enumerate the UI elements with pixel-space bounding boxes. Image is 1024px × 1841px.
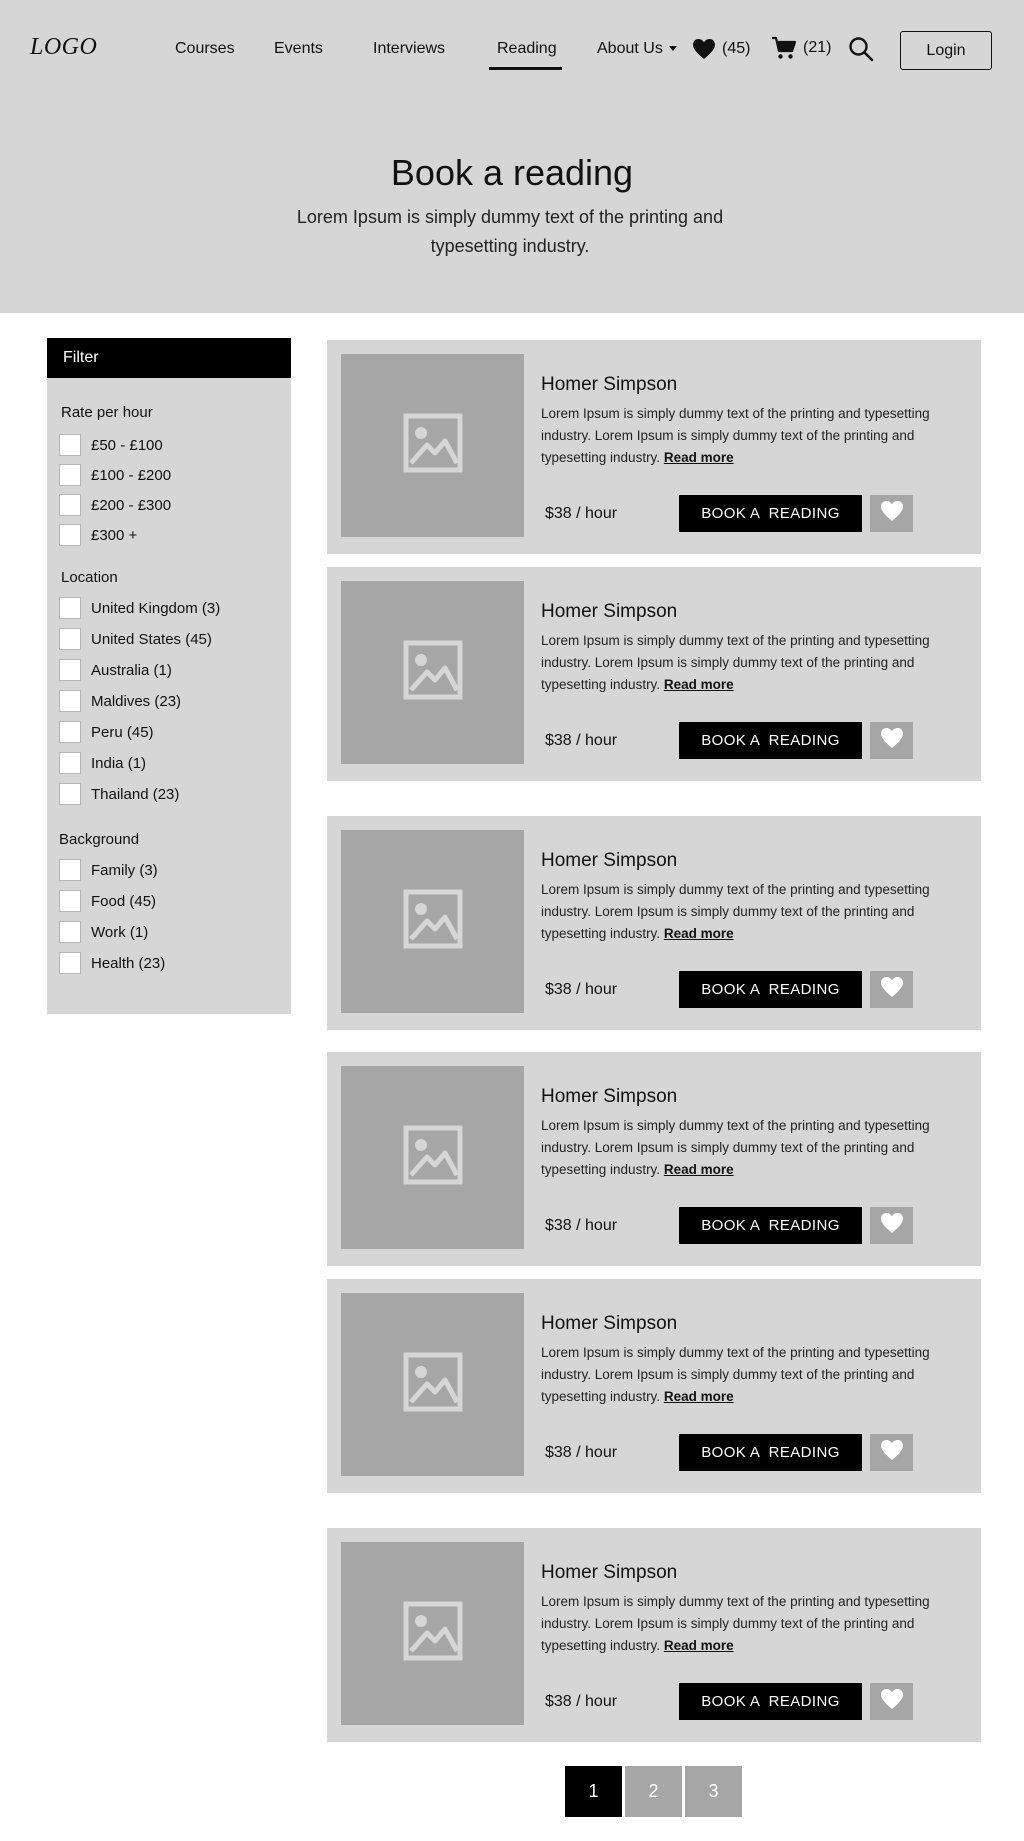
book-reading-button[interactable]: BOOK A READING	[679, 1683, 862, 1720]
heart-icon	[880, 727, 904, 754]
book-reading-button[interactable]: BOOK A READING	[679, 971, 862, 1008]
reader-photo	[341, 830, 524, 1013]
reader-card	[327, 1528, 981, 1742]
pagination-page-1[interactable]: 1	[565, 1766, 622, 1817]
image-placeholder-icon	[403, 889, 463, 954]
filter-option-label: Family (3)	[91, 861, 158, 879]
filter-option-label: United Kingdom (3)	[91, 599, 221, 617]
checkbox[interactable]	[59, 783, 81, 805]
read-more-link[interactable]: Read more	[663, 450, 734, 465]
reader-description-text: Lorem Ipsum is simply dummy text of the printing and typesetting industry. Lorem Ipsum is simply dummy text of the printing and typesetting industry.	[541, 1118, 930, 1177]
reader-photo	[341, 1066, 524, 1249]
pagination-page-3[interactable]: 3	[685, 1766, 742, 1817]
reader-description-text: Lorem Ipsum is simply dummy text of the printing and typesetting industry. Lorem Ipsum is simply dummy text of the printing and typesetting industry.	[541, 1345, 930, 1404]
reader-photo	[341, 354, 524, 537]
filter-option-label: £50 - £100	[91, 436, 163, 454]
read-more-link[interactable]: Read more	[663, 1389, 734, 1404]
checkbox[interactable]	[59, 890, 81, 912]
filter-option-rate-200-300[interactable]	[59, 494, 171, 516]
book-reading-button[interactable]: BOOK A READING	[679, 1207, 862, 1244]
cart-link[interactable]	[771, 36, 831, 60]
favorite-button[interactable]	[870, 722, 913, 759]
reader-description	[541, 879, 961, 945]
filter-option-location-india[interactable]	[59, 752, 146, 774]
hero-section	[0, 0, 1024, 313]
login-button[interactable]: Login	[900, 31, 992, 70]
reader-photo	[341, 581, 524, 764]
filter-panel	[47, 338, 291, 1014]
reader-card	[327, 1279, 981, 1493]
filter-title: Filter	[47, 338, 291, 378]
filter-option-location-uk[interactable]	[59, 597, 220, 619]
reader-card	[327, 567, 981, 781]
checkbox[interactable]	[59, 659, 81, 681]
filter-option-background-work[interactable]	[59, 921, 148, 943]
reader-photo	[341, 1293, 524, 1476]
read-more-link[interactable]: Read more	[663, 1638, 734, 1653]
checkbox[interactable]	[59, 524, 81, 546]
heart-icon	[880, 1439, 904, 1466]
favorite-button[interactable]	[870, 495, 913, 532]
book-reading-button[interactable]: BOOK A READING	[679, 1434, 862, 1471]
filter-option-location-maldives[interactable]	[59, 690, 181, 712]
search-icon	[848, 49, 874, 66]
filter-option-label: India (1)	[91, 754, 147, 772]
image-placeholder-icon	[403, 413, 463, 478]
heart-icon	[880, 976, 904, 1003]
read-more-link[interactable]: Read more	[663, 677, 734, 692]
filter-option-location-us[interactable]	[59, 628, 212, 650]
favorite-button[interactable]	[870, 1434, 913, 1471]
cart-icon	[771, 36, 797, 60]
reader-description	[541, 1591, 961, 1657]
filter-group-location-title: Location	[61, 569, 118, 586]
reader-description	[541, 630, 961, 696]
image-placeholder-icon	[403, 1352, 463, 1417]
image-placeholder-icon	[403, 640, 463, 705]
nav-interviews[interactable]: Interviews	[373, 40, 446, 57]
book-reading-button[interactable]: BOOK A READING	[679, 495, 862, 532]
page-title: Book a reading	[390, 152, 634, 193]
filter-option-label: £200 - £300	[91, 496, 172, 514]
nav-courses[interactable]: Courses	[175, 40, 235, 57]
checkbox[interactable]	[59, 859, 81, 881]
reader-name: Homer Simpson	[541, 1086, 678, 1107]
wishlist-link[interactable]	[692, 38, 750, 60]
reader-price: $38 / hour	[545, 1444, 618, 1461]
filter-option-background-family[interactable]	[59, 859, 158, 881]
reader-price: $38 / hour	[545, 981, 618, 998]
filter-option-label: Thailand (23)	[91, 785, 180, 803]
nav-events[interactable]: Events	[274, 40, 323, 57]
reader-card	[327, 1052, 981, 1266]
heart-icon	[880, 1688, 904, 1715]
reader-description-text: Lorem Ipsum is simply dummy text of the printing and typesetting industry. Lorem Ipsum is simply dummy text of the printing and typesetting industry.	[541, 633, 930, 692]
filter-option-rate-300-plus[interactable]	[59, 524, 137, 546]
filter-option-background-food[interactable]	[59, 890, 156, 912]
image-placeholder-icon	[403, 1601, 463, 1666]
checkbox[interactable]	[59, 952, 81, 974]
reader-name: Homer Simpson	[541, 1313, 678, 1334]
checkbox[interactable]	[59, 752, 81, 774]
reader-price: $38 / hour	[545, 1693, 618, 1710]
reader-description	[541, 403, 961, 469]
image-placeholder-icon	[403, 1125, 463, 1190]
reader-description	[541, 1115, 961, 1181]
checkbox[interactable]	[59, 628, 81, 650]
reader-description	[541, 1342, 961, 1408]
filter-group-rate-title: Rate per hour	[61, 404, 153, 421]
reader-name: Homer Simpson	[541, 1562, 678, 1583]
reader-card	[327, 816, 981, 1030]
reader-price: $38 / hour	[545, 505, 618, 522]
cart-count: (21)	[803, 39, 832, 56]
page-subtitle: Lorem Ipsum is simply dummy text of the printing and typesetting industry.	[296, 207, 724, 256]
reader-description-text: Lorem Ipsum is simply dummy text of the printing and typesetting industry. Lorem Ipsum is simply dummy text of the printing and typesetting industry.	[541, 406, 930, 465]
checkbox[interactable]	[59, 690, 81, 712]
filter-option-label: Peru (45)	[91, 723, 154, 741]
reader-price: $38 / hour	[545, 732, 618, 749]
checkbox[interactable]	[59, 494, 81, 516]
search-button[interactable]	[848, 36, 874, 67]
favorite-button[interactable]	[870, 1683, 913, 1720]
nav-about-us[interactable]	[597, 40, 677, 58]
reader-name: Homer Simpson	[541, 850, 678, 871]
logo[interactable]: LOGO	[30, 34, 98, 60]
filter-option-label: Work (1)	[91, 923, 149, 941]
reader-name: Homer Simpson	[541, 601, 678, 622]
filter-group-background-title: Background	[59, 831, 140, 848]
read-more-link[interactable]: Read more	[663, 1162, 734, 1177]
filter-option-label: United States (45)	[91, 630, 212, 648]
heart-icon	[880, 500, 904, 527]
filter-option-rate-50-100[interactable]	[59, 434, 163, 456]
nav-reading[interactable]: Reading	[497, 40, 557, 57]
checkbox[interactable]	[59, 721, 81, 743]
filter-option-location-australia[interactable]	[59, 659, 172, 681]
pagination-page-2[interactable]: 2	[625, 1766, 682, 1817]
book-reading-button[interactable]: BOOK A READING	[679, 722, 862, 759]
heart-icon	[692, 38, 716, 60]
filter-option-label: Maldives (23)	[91, 692, 182, 710]
checkbox[interactable]	[59, 434, 81, 456]
checkbox[interactable]	[59, 464, 81, 486]
nav-about-us-label: About Us	[597, 40, 663, 57]
filter-option-background-health[interactable]	[59, 952, 165, 974]
filter-option-location-peru[interactable]	[59, 721, 154, 743]
filter-option-label: £100 - £200	[91, 466, 172, 484]
filter-option-label: Food (45)	[91, 892, 157, 910]
checkbox[interactable]	[59, 597, 81, 619]
heart-icon	[880, 1212, 904, 1239]
reader-card	[327, 340, 981, 554]
favorite-button[interactable]	[870, 971, 913, 1008]
reader-price: $38 / hour	[545, 1217, 618, 1234]
read-more-link[interactable]: Read more	[663, 926, 734, 941]
reader-description-text: Lorem Ipsum is simply dummy text of the printing and typesetting industry. Lorem Ipsum is simply dummy text of the printing and typesetting industry.	[541, 1594, 930, 1653]
filter-option-location-thailand[interactable]	[59, 783, 179, 805]
chevron-down-icon	[669, 46, 677, 51]
reader-name: Homer Simpson	[541, 374, 678, 395]
checkbox[interactable]	[59, 921, 81, 943]
favorite-button[interactable]	[870, 1207, 913, 1244]
reader-photo	[341, 1542, 524, 1725]
filter-option-rate-100-200[interactable]	[59, 464, 171, 486]
filter-option-label: £300 +	[91, 526, 138, 544]
reader-description-text: Lorem Ipsum is simply dummy text of the printing and typesetting industry. Lorem Ipsum is simply dummy text of the printing and typesetting industry.	[541, 882, 930, 941]
wishlist-count: (45)	[722, 40, 751, 57]
filter-option-label: Australia (1)	[91, 661, 172, 679]
filter-option-label: Health (23)	[91, 954, 166, 972]
